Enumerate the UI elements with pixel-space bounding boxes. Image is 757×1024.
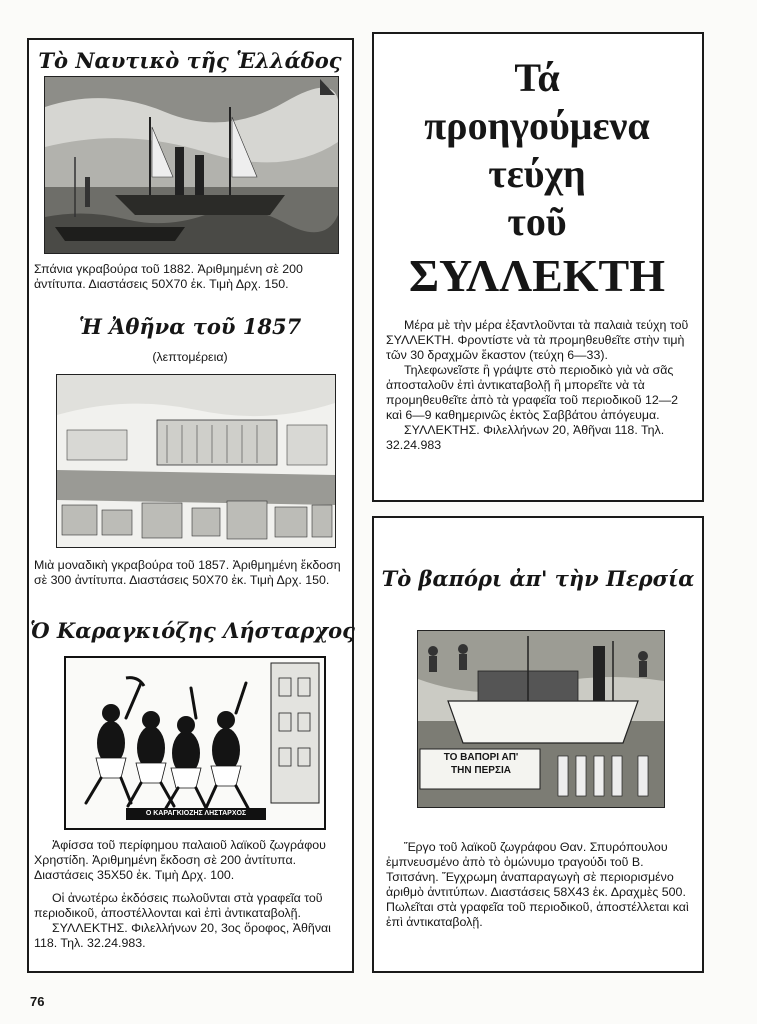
painting-label-1: ΤΟ ΒΑΠΟΡΙ ΑΠ' [443, 752, 519, 763]
page-number: 76 [30, 994, 45, 1009]
karagiozis-description: Ἀφίσσα τοῦ περίφημου παλαιοῦ λαϊκοῦ ζωγράφου Χρηστίδη. Ἀριθμημένη ἔκδοση σὲ 200 ἀντίτυπα. Διαστάσεις 35Χ50 ἐκ. Τιμὴ Δρχ. 100. [34, 838, 326, 882]
athens-engraving [56, 374, 336, 548]
back-issues-title [372, 54, 702, 300]
karagiozis-caption [34, 838, 348, 951]
persia-title: Τὸ βαπόρι ἀπ' τὴν Περσία [381, 566, 695, 591]
title-line-2: προηγούμενα [424, 103, 650, 148]
right-address: ΣΥΛΛΕΚΤΗΣ. Φιλελλήνων 20, Ἀθῆναι 118. Τηλ. 32.24.983 [386, 423, 665, 452]
title-line-5: ΣΥΛΛΕΚΤΗ [408, 250, 665, 301]
athens-subtitle: (λεπτομέρεια) [152, 350, 228, 364]
athens-caption: Μιὰ μοναδικὴ γκραβούρα τοῦ 1857. Ἀριθμημένη ἔκδοση σὲ 300 ἀντίτυπα. Διαστάσεις 50Χ70 ἐκ. Τιμὴ Δρχ. 150. [34, 558, 341, 587]
back-issues-text [386, 318, 692, 453]
title-line-3: τεύχη [488, 151, 586, 196]
title-line-1: Τά [514, 55, 560, 100]
sales-note: Οἱ ἀνωτέρω ἐκδόσεις πωλοῦνται στὰ γραφεῖα τοῦ περιοδικοῦ, ἀποστέλλονται καὶ ἐπὶ ἀντικαταβολῇ. [34, 891, 323, 920]
athens-title: Ἡ Ἀθῆνα τοῦ 1857 [78, 314, 302, 339]
navy-caption: Σπάνια γκραβούρα τοῦ 1882. Ἀριθμημένη σὲ 200 ἀντίτυπα. Διαστάσεις 50Χ70 ἐκ. Τιμὴ Δρχ. 150. [34, 262, 303, 291]
back-issues-para1: Μέρα μὲ τὴν μέρα ἐξαντλοῦνται τὰ παλαιὰ τεύχη τοῦ ΣΥΛΛΕΚΤΗ. Φροντίστε νὰ τὰ προμηθευθεῖτε στὴν τιμὴ τῶν 30 δραχμῶν ἕκαστον (τεύχη 6—33). [386, 318, 689, 362]
karagiozis-poster-label: Ο ΚΑΡΑΓΚΙΟΖΗΣ ΛΗΣΤΑΡΧΟΣ [145, 810, 247, 817]
karagiozis-title: Ὁ Καραγκιόζης Λήσταρχος [30, 618, 355, 643]
navy-title: Τὸ Ναυτικὸ τῆς Ἑλλάδος [38, 48, 342, 73]
navy-engraving [44, 76, 339, 254]
karagiozis-poster [64, 656, 326, 830]
left-address: ΣΥΛΛΕΚΤΗΣ. Φιλελλήνων 20, 3ος ὅροφος, Ἀθῆναι 118. Τηλ. 32.24.983. [34, 921, 331, 950]
persia-caption: Ἔργο τοῦ λαϊκοῦ ζωγράφου Θαν. Σπυρόπουλου ἐμπνευσμένο ἀπὸ τὸ ὁμώνυμο τραγούδι τοῦ Β. Τσιτσάνη. Ἔγχρωμη ἀναπαραγωγὴ σὲ περιορισμένο ἀριθμὸ ἀντιτύπων. Διαστάσεις 58Χ43 ἐκ. Δραχμὲς 500. Πωλεῖται στὰ γραφεῖα τοῦ περιοδικοῦ, ἀποστέλλεται καὶ ἐπὶ ἀντικαταβολῇ. [386, 840, 689, 929]
persia-painting [417, 630, 665, 808]
title-line-4: τοῦ [507, 199, 567, 244]
back-issues-para2: Τηλεφωνεῖστε ἢ γράψτε στὸ περιοδικὸ γιὰ νὰ σᾶς ἀποσταλοῦν ἐπὶ ἀντικαταβολῇ ἢ μπορεῖτε νὰ τὰ προμηθευθεῖτε ἀπὸ τὰ γραφεῖα τοῦ περιοδικοῦ 12—2 καὶ 6—9 καθημερινῶς ἐκτὸς Σαββάτου ἀπόγευμα. [386, 363, 679, 422]
painting-label-2: ΤΗΝ ΠΕΡΣΙΑ [451, 765, 511, 776]
